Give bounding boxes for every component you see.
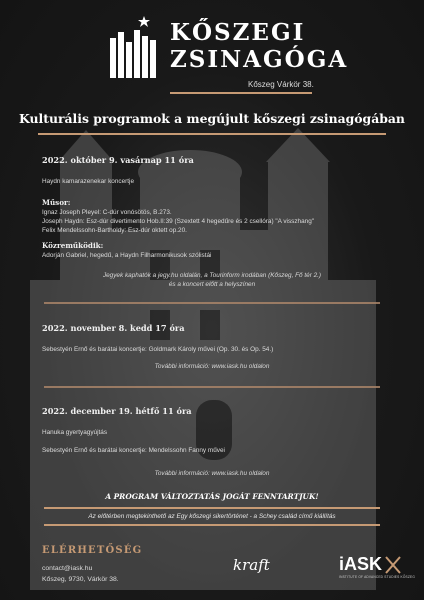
event-1-program-item: Felix Mendelssohn-Bartholdy: Esz-dúr oktett op.20. <box>42 227 187 234</box>
page-headline: Kulturális programok a megújult kőszegi zsinagógában <box>19 111 405 126</box>
event-1-tickets-line2: és a koncert előtt a helyszínen <box>168 281 256 288</box>
event-2-info: További információ: www.iask.hu oldalon <box>154 363 270 370</box>
event-1-tickets-line1: Jegyek kaphatók a jegy.hu oldalán, a Tourinform irodában (Kőszeg, Fő tér 2.) <box>102 272 322 279</box>
section-divider <box>44 302 380 304</box>
contact-address: Kőszeg, 9730, Várkör 38. <box>42 576 119 583</box>
event-1-performers: Adorján Gabriel, hegedű, a Haydn Filharmonikusok szólistái <box>42 252 212 259</box>
header-divider <box>170 92 312 94</box>
event-1-performers-title: Közreműködik: <box>42 241 104 250</box>
iask-subtitle: INSTITUTE OF ADVANCED STUDIES KŐSZEG <box>339 575 416 579</box>
event-1-date: 2022. október 9. vasárnap 11 óra <box>42 155 194 165</box>
event-2-date: 2022. november 8. kedd 17 óra <box>42 323 185 333</box>
iask-mark-icon <box>385 556 401 574</box>
event-1-program-item: Ignaz Joseph Pleyel: C-dúr vonósötös, B.273. <box>42 209 172 216</box>
contact-email[interactable]: contact@iask.hu <box>42 565 93 572</box>
event-3-title: Hanuka gyertyagyújtás <box>42 429 108 436</box>
contact-title: ELÉRHETŐSÉG <box>42 545 143 556</box>
iask-logo: iASK <box>339 554 383 574</box>
event-1-title: Haydn kamarazenekar koncertje <box>42 178 134 185</box>
brand-title-line2: ZSINAGÓGA <box>170 46 349 73</box>
exhibition-text: Az előtérben megtekinthető az Egy kőszegi sikertörténet - a Schey család című kiállítás <box>88 513 336 520</box>
notice-text: A PROGRAM VÁLTOZTATÁS JOGÁT FENNTARTJUK! <box>105 492 319 501</box>
event-1-program-item: Joseph Haydn: Esz-dúr divertimento Hob.II:39 (Szextett 4 hegedűre és 2 csellóra) "A visszhang" <box>42 218 315 225</box>
synagogue-logo-icon <box>110 16 158 78</box>
section-divider <box>44 386 380 388</box>
event-3-info: További információ: www.iask.hu oldalon <box>154 470 270 477</box>
header-address: Kőszeg Várkör 38. <box>248 80 314 89</box>
event-2-title: Sebestyén Ernő és barátai koncertje: Goldmark Károly művei (Op. 30. és Op. 54.) <box>42 346 274 353</box>
headline-divider <box>38 133 386 135</box>
kraft-logo: kraft <box>233 556 270 574</box>
exhibition-divider-bottom <box>44 524 380 526</box>
exhibition-divider-top <box>44 507 380 509</box>
brand-title-line1: KŐSZEGI <box>170 19 306 46</box>
event-3-subtitle: Sebestyén Ernő és barátai koncertje: Mendelssohn Fanny művei <box>42 447 225 454</box>
event-1-program-title: Műsor: <box>42 198 71 207</box>
event-3-date: 2022. december 19. hétfő 11 óra <box>42 406 192 416</box>
